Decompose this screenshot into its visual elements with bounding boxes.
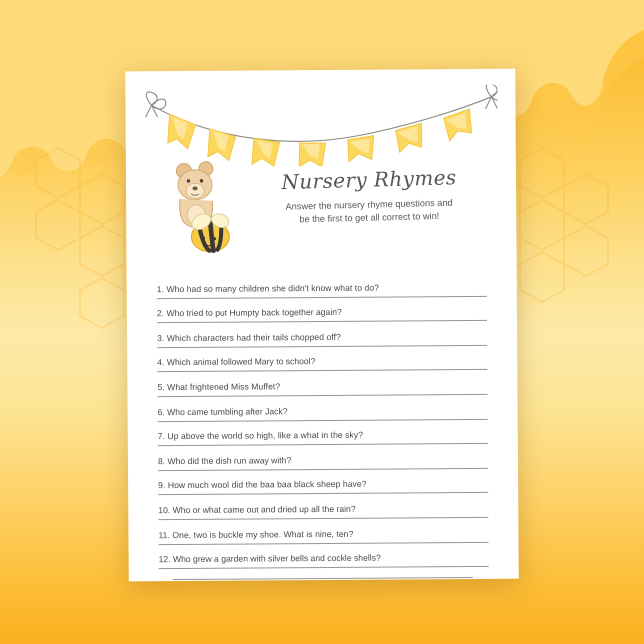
question-text: 10. Who or what came out and dried up all the rain? bbox=[158, 503, 356, 516]
question-text: 2. Who tried to put Humpty back together again? bbox=[156, 307, 342, 319]
subtitle-line-2: be the first to get all correct to win! bbox=[299, 210, 440, 225]
question-text: 9. How much wool did the baa baa black sheep have? bbox=[158, 479, 367, 491]
question-row bbox=[157, 372, 487, 399]
question-text: 12. Who grew a garden with silver bells and cockle shells? bbox=[158, 552, 381, 565]
question-text: 6. Who came tumbling after Jack? bbox=[157, 405, 288, 417]
question-text: 3. Which characters had their tails chopped off? bbox=[157, 331, 341, 343]
nursery-rhymes-card bbox=[125, 69, 519, 582]
question-row bbox=[157, 323, 487, 350]
question-row bbox=[158, 421, 488, 448]
question-row bbox=[157, 298, 487, 325]
question-row bbox=[158, 520, 488, 547]
question-row bbox=[159, 544, 489, 571]
question-list bbox=[157, 274, 489, 571]
question-text: 4. Which animal followed Mary to school? bbox=[157, 356, 316, 368]
question-row bbox=[158, 397, 488, 424]
subtitle-line-1: Answer the nursery rhyme questions and bbox=[285, 197, 453, 212]
answer-line[interactable] bbox=[159, 566, 489, 569]
question-text: 5. What frightened Miss Muffet? bbox=[157, 381, 281, 393]
question-row bbox=[157, 348, 487, 375]
question-text: 1. Who had so many children she didn't know what to do? bbox=[156, 282, 380, 294]
question-text: 8. Who did the dish run away with? bbox=[157, 454, 292, 466]
question-row bbox=[158, 471, 488, 498]
question-row bbox=[158, 495, 488, 522]
question-text: 11. One, two is buckle my shoe. What is nine, ten? bbox=[158, 528, 354, 540]
question-row bbox=[157, 274, 487, 301]
question-row bbox=[158, 446, 488, 473]
page-subtitle bbox=[238, 195, 501, 227]
final-answer-line[interactable] bbox=[173, 577, 473, 580]
page-title: Nursery Rhymes bbox=[281, 165, 457, 195]
title-block bbox=[238, 167, 500, 226]
question-text: 7. Up above the world so high, like a what in the sky? bbox=[157, 429, 364, 442]
